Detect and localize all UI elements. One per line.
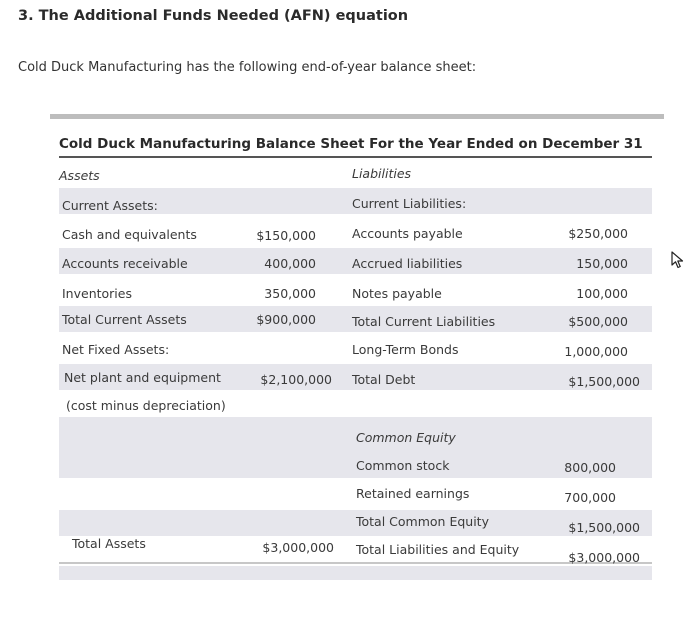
retained-earnings-value: 700,000 (564, 490, 616, 505)
asset-value: 350,000 (264, 286, 316, 301)
total-assets-label: Total Assets (72, 536, 146, 551)
total-assets-value: $3,000,000 (262, 540, 334, 555)
liability-value: $1,500,000 (568, 374, 640, 389)
asset-value: $150,000 (256, 228, 316, 243)
liability-value: 100,000 (576, 286, 628, 301)
asset-value: $900,000 (256, 312, 316, 327)
asset-value: 400,000 (264, 256, 316, 271)
liability-label: Total Current Liabilities (352, 314, 496, 329)
liability-value: 150,000 (576, 256, 628, 271)
question-title: 3. The Additional Funds Needed (AFN) equation (18, 8, 409, 24)
bottom-band (59, 566, 652, 580)
common-stock-label: Common stock (356, 458, 450, 473)
retained-earnings-label: Retained earnings (356, 486, 470, 501)
total-liab-equity-label: Total Liabilities and Equity (356, 542, 520, 557)
total-liab-equity-value: $3,000,000 (568, 550, 640, 565)
liability-label: Accrued liabilities (352, 256, 463, 271)
liability-label: Accounts payable (352, 226, 463, 241)
liability-label: Total Debt (352, 372, 416, 387)
title-underline (59, 156, 652, 158)
assets-header: Assets (59, 168, 100, 183)
common-stock-value: 800,000 (564, 460, 616, 475)
asset-label: Net Fixed Assets: (62, 342, 170, 357)
asset-label: Inventories (62, 286, 132, 301)
mouse-pointer-icon (670, 250, 686, 270)
question-intro: Cold Duck Manufacturing has the following end-of-year balance sheet: (18, 60, 477, 75)
liabilities-header: Liabilities (352, 166, 412, 181)
total-equity-label: Total Common Equity (356, 514, 489, 529)
asset-value: $2,100,000 (260, 372, 332, 387)
liability-label: Current Liabilities: (352, 196, 467, 211)
asset-label: (cost minus depreciation) (66, 398, 226, 413)
asset-label: Accounts receivable (62, 256, 188, 271)
asset-label: Net plant and equipment (64, 370, 221, 385)
balance-sheet (50, 114, 664, 594)
asset-label: Cash and equivalents (62, 227, 197, 242)
liability-value: $500,000 (568, 314, 628, 329)
liability-label: Notes payable (352, 286, 442, 301)
sheet-title: Cold Duck Manufacturing Balance Sheet For the Year Ended on December 31 (59, 136, 643, 152)
asset-label: Current Assets: (62, 198, 158, 213)
asset-label: Total Current Assets (62, 312, 187, 327)
total-equity-value: $1,500,000 (568, 520, 640, 535)
liability-value: 1,000,000 (564, 344, 628, 359)
liability-label: Long-Term Bonds (352, 342, 459, 357)
top-rule (50, 114, 664, 119)
liability-value: $250,000 (568, 226, 628, 241)
equity-header: Common Equity (356, 430, 456, 445)
